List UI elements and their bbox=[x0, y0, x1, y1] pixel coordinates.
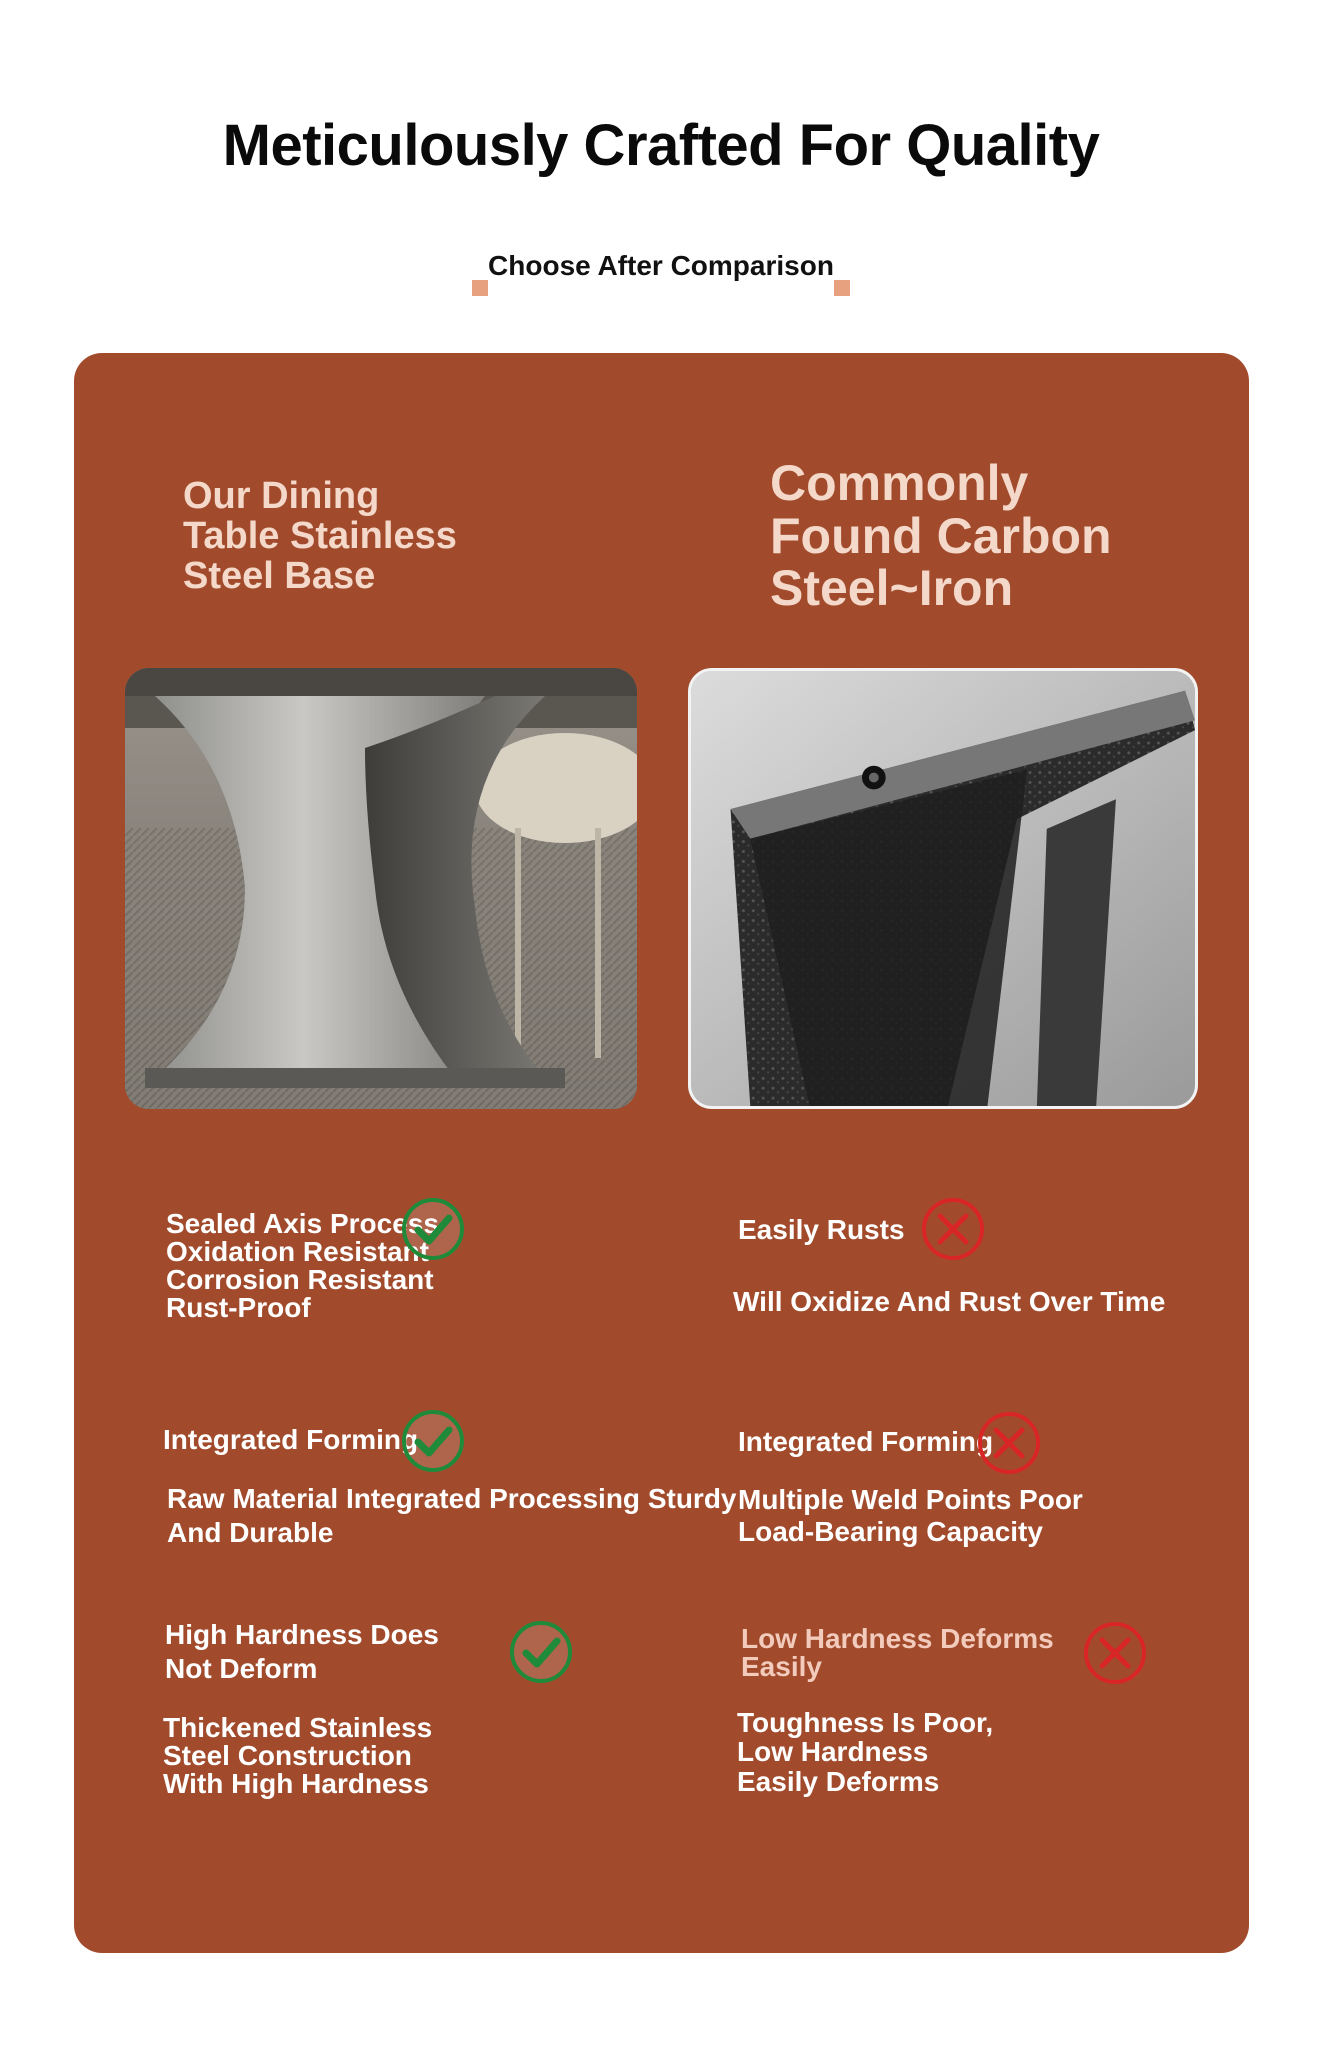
accent-mark-left bbox=[472, 280, 488, 296]
feature-easily-rusts bbox=[738, 1214, 1038, 1246]
feature-line: Load-Bearing Capacity bbox=[738, 1516, 1043, 1548]
feature-line: Multiple Weld Points Poor bbox=[738, 1484, 1083, 1515]
heading-line: Steel~Iron bbox=[770, 560, 1014, 616]
heading-line: Our Dining bbox=[183, 475, 380, 517]
feature-title: High Hardness Does bbox=[165, 1619, 439, 1650]
feature-title: Integrated Forming bbox=[738, 1426, 994, 1457]
heading-line: Steel Base bbox=[183, 554, 376, 597]
feature-weld-points-desc bbox=[738, 1484, 1158, 1548]
feature-thickened-desc bbox=[163, 1714, 523, 1798]
heading-line: Commonly bbox=[770, 455, 1029, 511]
feature-line: Raw Material Integrated Processing Sturdy bbox=[167, 1483, 737, 1514]
feature-title: Low Hardness Deforms bbox=[741, 1623, 1054, 1654]
feature-rust-proof bbox=[166, 1210, 586, 1322]
feature-high-hardness bbox=[165, 1618, 495, 1685]
feature-low-hardness bbox=[741, 1625, 1121, 1681]
feature-line: Toughness Is Poor, bbox=[737, 1707, 994, 1738]
feature-line: With High Hardness bbox=[163, 1768, 429, 1799]
feature-line: Oxidation Resistant bbox=[166, 1236, 429, 1267]
accent-mark-right bbox=[834, 280, 850, 296]
feature-line: And Durable bbox=[167, 1516, 334, 1548]
feature-line: Rust-Proof bbox=[166, 1292, 311, 1323]
check-icon bbox=[508, 1619, 574, 1685]
check-icon bbox=[400, 1408, 466, 1474]
subtitle-block bbox=[472, 250, 850, 300]
feature-line: Sealed Axis Process bbox=[166, 1208, 439, 1239]
feature-title: Not Deform bbox=[165, 1652, 318, 1684]
feature-title: Easily Rusts bbox=[738, 1214, 905, 1245]
stainless-base-photo bbox=[125, 668, 637, 1109]
feature-line: Low Hardness bbox=[737, 1736, 929, 1768]
feature-line: Thickened Stainless bbox=[163, 1712, 433, 1743]
feature-line: Corrosion Resistant bbox=[166, 1264, 434, 1295]
cross-icon bbox=[920, 1196, 986, 1262]
check-icon bbox=[400, 1196, 466, 1262]
heading-stainless-steel bbox=[183, 477, 503, 597]
cross-icon bbox=[1082, 1620, 1148, 1686]
cross-icon bbox=[976, 1410, 1042, 1476]
carbon-steel-photo bbox=[688, 668, 1198, 1109]
feature-line: Will Oxidize And Rust Over Time bbox=[733, 1286, 1166, 1317]
subtitle: Choose After Comparison bbox=[488, 250, 834, 281]
feature-title: Easily bbox=[741, 1651, 822, 1682]
feature-title: Integrated Forming bbox=[163, 1424, 419, 1455]
feature-oxidize-desc bbox=[733, 1288, 1213, 1316]
heading-line: Found Carbon bbox=[770, 507, 1112, 564]
feature-line: Steel Construction bbox=[163, 1740, 412, 1771]
feature-line: Easily Deforms bbox=[737, 1765, 940, 1797]
feature-integrated-desc bbox=[167, 1482, 787, 1549]
heading-carbon-steel bbox=[770, 457, 1170, 615]
feature-toughness-desc bbox=[737, 1708, 1057, 1796]
page-title: Meticulously Crafted For Quality bbox=[222, 113, 1100, 178]
heading-line: Table Stainless bbox=[183, 514, 457, 557]
